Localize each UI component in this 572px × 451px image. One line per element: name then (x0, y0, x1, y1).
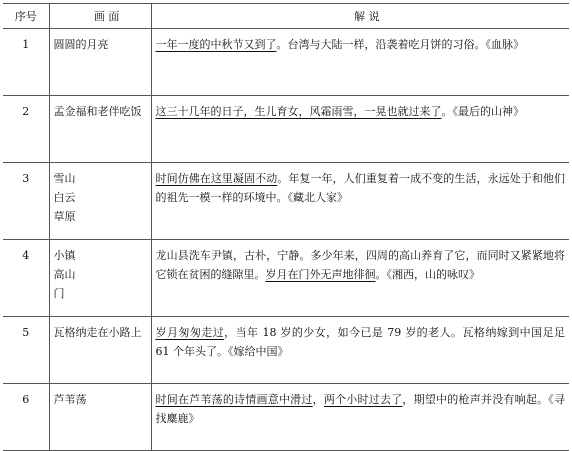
row-commentary (151, 240, 569, 317)
scene-line: 小镇 (53, 249, 76, 262)
commentary-text: ，当年 18 岁的少女，如今已是 79 岁的老人。瓦格纳嫁到中国足足 61 个年头了。《嫁给中国》 (155, 326, 566, 358)
commentary-text: 。台湾与大陆一样，沿袭着吃月饼的习俗。《血脉》 (276, 38, 524, 51)
scene-line: 门 (53, 287, 65, 300)
table-row (3, 317, 569, 384)
table-header-row (3, 4, 569, 29)
table-row (3, 96, 569, 163)
row-scene (49, 29, 151, 96)
scene-line: 圆圆的月亮 (53, 38, 109, 51)
scene-line: 瓦格纳走在小路上 (53, 326, 142, 339)
table-row (3, 240, 569, 317)
commentary-text: 龙山县洗车尹镇，古朴，宁静。多少年来，四周的高山养育了它，而同时又紧紧地将它锁在贫困的缝隙里。 (155, 249, 565, 281)
row-scene (49, 163, 151, 240)
scene-line: 草原 (53, 210, 76, 223)
row-commentary (151, 317, 569, 384)
row-commentary (151, 163, 569, 240)
underlined-phrase: 两个小时过去了 (323, 393, 403, 406)
row-index: 2 (3, 96, 49, 163)
commentary-text: 。年复一年，人们重复着一成不变的生活，永远处于和他们的祖先一模一样的环境中。《藏北人家》 (155, 172, 565, 204)
scene-line: 芦苇荡 (53, 393, 87, 406)
table-row (3, 29, 569, 96)
header-scene: 画 面 (49, 4, 151, 29)
row-commentary (151, 384, 569, 451)
row-scene (49, 317, 151, 384)
commentary-text: ， (312, 393, 324, 406)
scene-line: 孟金福和老伴吃饭 (53, 105, 142, 118)
table-row (3, 163, 569, 240)
scene-line: 高山 (53, 268, 76, 281)
row-scene (49, 240, 151, 317)
row-index: 4 (3, 240, 49, 317)
underlined-phrase: 岁月在门外无声地徘徊 (265, 268, 376, 281)
commentary-table (3, 3, 569, 451)
row-commentary (151, 29, 569, 96)
row-scene (49, 384, 151, 451)
underlined-phrase: 这三十几年的日子，生儿育女，风霜雨雪，一晃也就过来了 (155, 105, 442, 118)
row-index: 1 (3, 29, 49, 96)
commentary-text: 。《最后的山神》 (441, 105, 524, 118)
row-scene (49, 96, 151, 163)
row-index: 3 (3, 163, 49, 240)
table-row (3, 384, 569, 451)
row-index: 6 (3, 384, 49, 451)
underlined-phrase: 时间仿佛在这里凝固不动 (155, 172, 278, 185)
header-index: 序号 (3, 4, 49, 29)
underlined-phrase: 岁月匆匆走过 (155, 326, 225, 339)
commentary-text: 。《湘西，山的咏叹》 (375, 268, 480, 281)
underlined-phrase: 时间在芦苇荡的诗情画意中滑过 (155, 393, 313, 406)
row-commentary (151, 96, 569, 163)
scene-line: 雪山 (53, 172, 76, 185)
commentary-text: ，期望中的枪声并没有响起。《寻找麋鹿》 (155, 393, 566, 425)
header-commentary: 解 说 (151, 4, 569, 29)
underlined-phrase: 一年一度的中秋节又到了 (155, 38, 277, 51)
row-index: 5 (3, 317, 49, 384)
scene-line: 白云 (53, 191, 76, 204)
